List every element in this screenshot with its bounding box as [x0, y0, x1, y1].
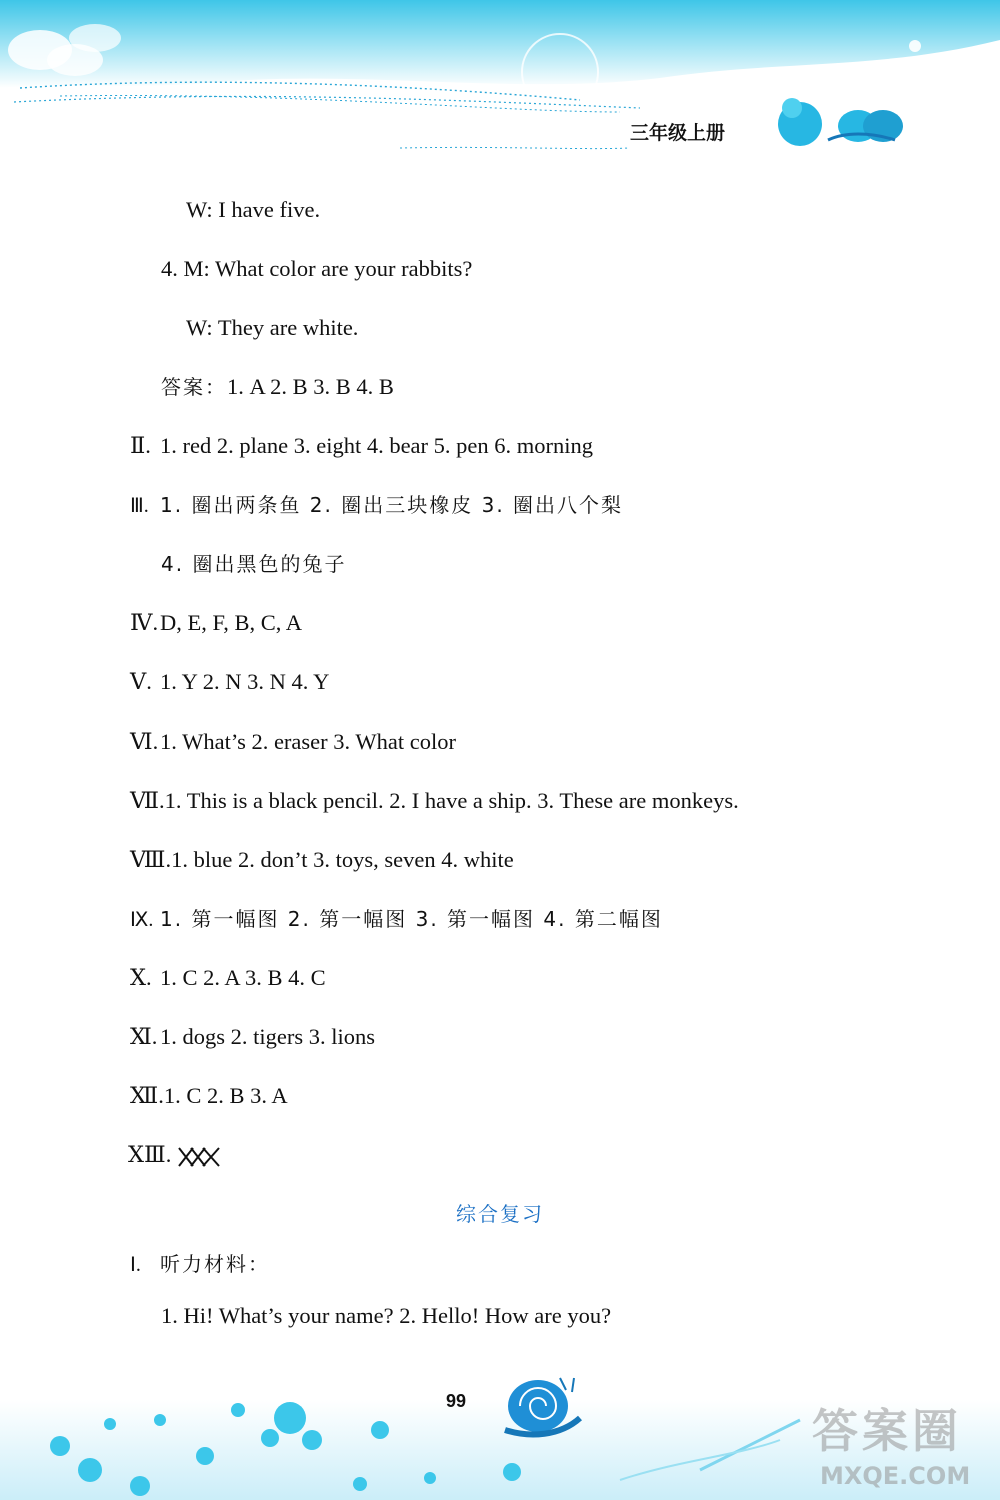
- answer-line-17: ⅩⅢ.: [128, 1140, 227, 1170]
- answer-line-12: Ⅷ.1. blue 2. don’t 3. toys, seven 4. white: [130, 847, 514, 872]
- answer-line-14: Ⅹ. 1. C 2. A 3. B 4. C: [130, 965, 326, 990]
- answer-line-5: Ⅱ. 1. red 2. plane 3. eight 4. bear 5. pen 6. morning: [130, 433, 594, 458]
- watermark-logo: 答案圈: [812, 1404, 962, 1458]
- answer-line-15: Ⅺ. 1. dogs 2. tigers 3. lions: [130, 1024, 376, 1049]
- header-decoration: [0, 0, 1000, 170]
- section-title: 综合复习: [456, 1202, 544, 1226]
- answer-line-9: Ⅴ. 1. Y 2. N 3. N 4. Y: [130, 669, 330, 694]
- answer-line-7: 4. 圈出黑色的兔子: [161, 552, 347, 576]
- page-number: 99: [446, 1391, 467, 1411]
- answer-line-3: W: They are white.: [186, 315, 359, 340]
- answer-line-10: Ⅵ.1. What’s 2. eraser 3. What color: [130, 729, 456, 754]
- watermark-url: MXQE.COM: [820, 1462, 971, 1490]
- answer-line-4: 答案：1. A 2. B 3. B 4. B: [161, 374, 394, 399]
- answer-line-2: 4. M: What color are your rabbits?: [161, 256, 473, 281]
- listening-line-1: 1. Hi! What’s your name? 2. Hello! How are you?: [161, 1303, 612, 1328]
- answer-line-8: Ⅳ.D, E, F, B, C, A: [130, 610, 302, 635]
- answer-line-1: W: I have five.: [186, 197, 321, 222]
- answer-line-6: Ⅲ. 1. 圈出两条鱼 2. 圈出三块橡皮 3. 圈出八个梨: [130, 493, 624, 517]
- answer-line-11: Ⅶ.1. This is a black pencil. 2. I have a ship. 3. These are monkeys.: [130, 788, 739, 813]
- listening-heading: Ⅰ. 听力材料：: [130, 1252, 270, 1276]
- answer-line-13: Ⅸ. 1. 第一幅图 2. 第一幅图 3. 第一幅图 4. 第二幅图: [130, 907, 663, 931]
- answer-line-16: Ⅻ.1. C 2. B 3. A: [130, 1083, 288, 1108]
- cross-marks-icon: [177, 1144, 227, 1170]
- grade-label: 三年级上册: [630, 122, 726, 144]
